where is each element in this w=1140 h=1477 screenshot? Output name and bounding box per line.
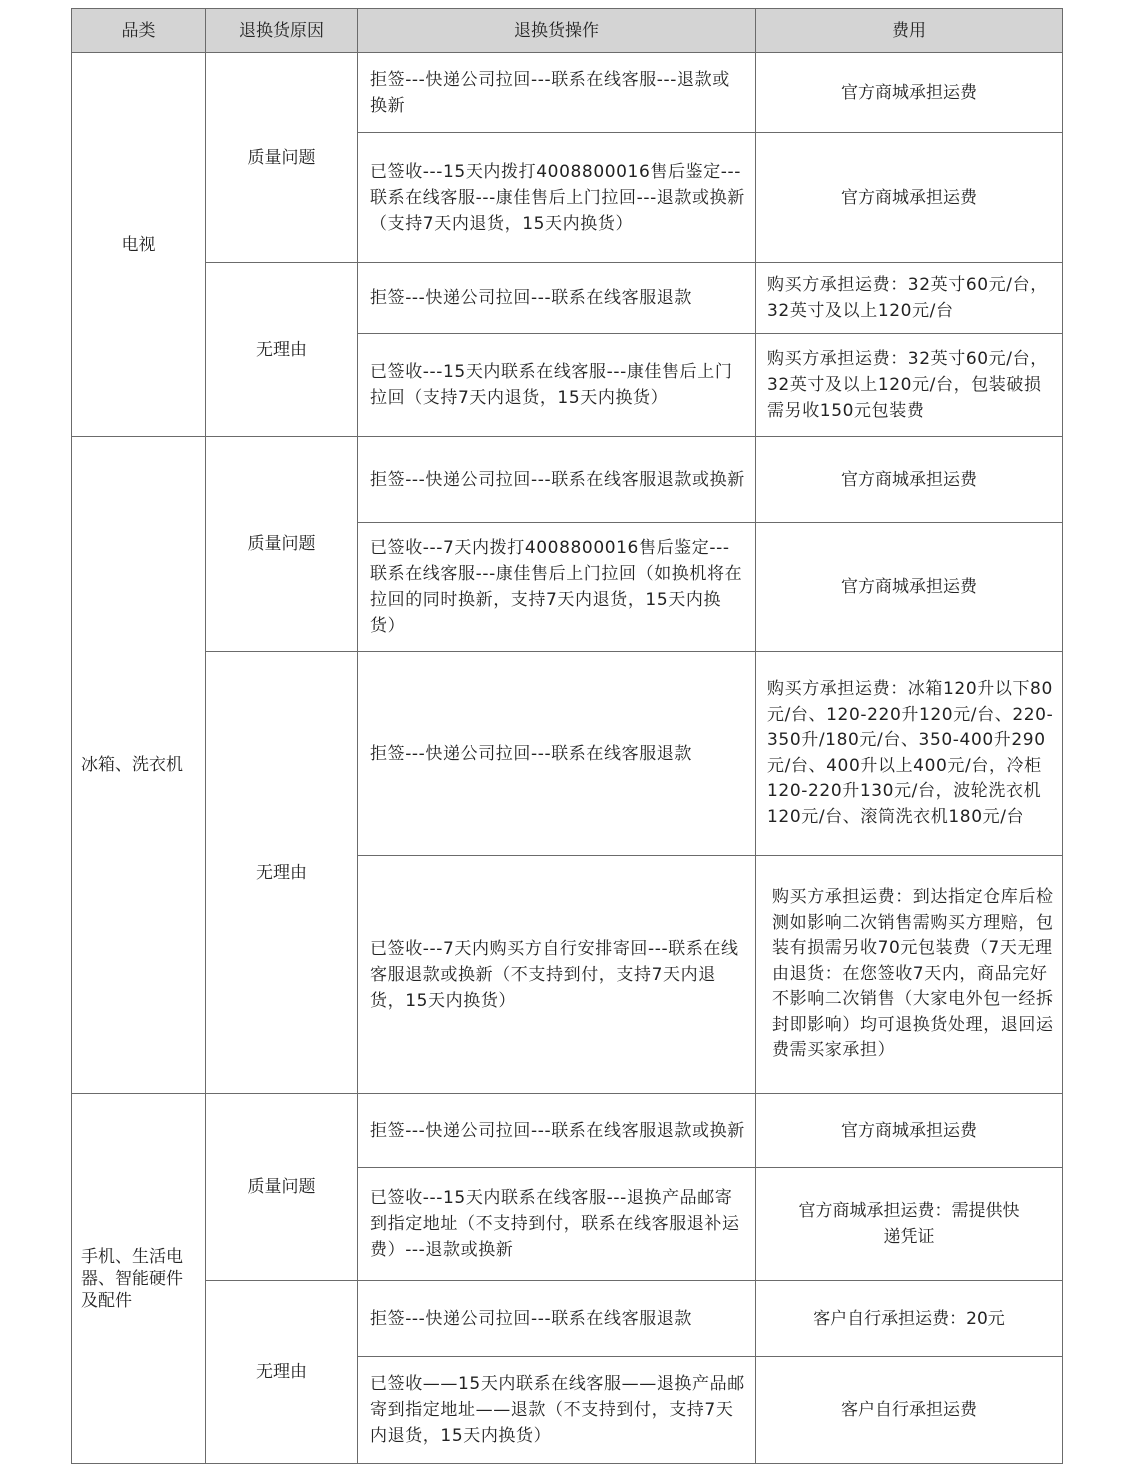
table-row [72, 437, 1063, 523]
header-fee: 费用 [756, 9, 1063, 53]
fee-cell: 客户自行承担运费 [756, 1357, 1063, 1464]
table-row [72, 1281, 1063, 1357]
reason-cell: 质量问题 [206, 1094, 358, 1281]
operation-cell: 已签收---7天内购买方自行安排寄回---联系在线客服退款或换新（不支持到付，支持7天内退货，15天内换货） [358, 856, 756, 1094]
operation-cell: 拒签---快递公司拉回---联系在线客服退款 [358, 1281, 756, 1357]
table-row [72, 652, 1063, 856]
fee-cell: 官方商城承担运费：需提供快递凭证 [756, 1168, 1063, 1281]
fee-cell: 客户自行承担运费：20元 [756, 1281, 1063, 1357]
fee-cell: 官方商城承担运费 [756, 53, 1063, 133]
table-header-row [72, 9, 1063, 53]
operation-cell: 拒签---快递公司拉回---联系在线客服退款 [358, 652, 756, 856]
operation-cell: 拒签---快递公司拉回---联系在线客服退款或换新 [358, 1094, 756, 1168]
operation-cell: 拒签---快递公司拉回---联系在线客服退款 [358, 263, 756, 334]
operation-cell: 拒签---快递公司拉回---联系在线客服退款或换新 [358, 437, 756, 523]
fee-cell: 官方商城承担运费 [756, 133, 1063, 263]
reason-cell: 无理由 [206, 1281, 358, 1464]
operation-cell: 拒签---快递公司拉回---联系在线客服---退款或换新 [358, 53, 756, 133]
category-cell: 手机、生活电器、智能硬件及配件 [72, 1094, 206, 1464]
reason-cell: 质量问题 [206, 437, 358, 652]
fee-cell: 购买方承担运费：到达指定仓库后检测如影响二次销售需购买方理赔，包装有损需另收70元包装费（7天无理由退货：在您签收7天内，商品完好不影响二次销售（大家电外包一经拆封即影响）均可退换货处理，退回运费需买家承担） [756, 856, 1063, 1094]
reason-cell: 质量问题 [206, 53, 358, 263]
header-category: 品类 [72, 9, 206, 53]
fee-cell: 购买方承担运费：32英寸60元/台，32英寸及以上120元/台，包装破损需另收150元包装费 [756, 334, 1063, 437]
fee-cell: 官方商城承担运费 [756, 523, 1063, 652]
fee-cell: 购买方承担运费：32英寸60元/台，32英寸及以上120元/台 [756, 263, 1063, 334]
reason-cell: 无理由 [206, 652, 358, 1094]
table-row [72, 1094, 1063, 1168]
return-policy-table [71, 8, 1063, 1464]
fee-cell: 购买方承担运费：冰箱120升以下80元/台、120-220升120元/台、220-350升/180元/台、350-400升290元/台、400升以上400元/台，冷柜120-220升130元/台，波轮洗衣机120元/台、滚筒洗衣机180元/台 [756, 652, 1063, 856]
category-cell: 电视 [72, 53, 206, 437]
fee-cell: 官方商城承担运费 [756, 1094, 1063, 1168]
reason-cell: 无理由 [206, 263, 358, 437]
operation-cell: 已签收---7天内拨打4008800016售后鉴定---联系在线客服---康佳售后上门拉回（如换机将在拉回的同时换新，支持7天内退货，15天内换货） [358, 523, 756, 652]
operation-cell: 已签收——15天内联系在线客服——退换产品邮寄到指定地址——退款（不支持到付，支持7天内退货，15天内换货） [358, 1357, 756, 1464]
operation-cell: 已签收---15天内联系在线客服---康佳售后上门拉回（支持7天内退货，15天内换货） [358, 334, 756, 437]
table-row [72, 53, 1063, 133]
header-reason: 退换货原因 [206, 9, 358, 53]
operation-cell: 已签收---15天内联系在线客服---退换产品邮寄到指定地址（不支持到付，联系在线客服退补运费）---退款或换新 [358, 1168, 756, 1281]
header-operation: 退换货操作 [358, 9, 756, 53]
table-row [72, 263, 1063, 334]
fee-cell: 官方商城承担运费 [756, 437, 1063, 523]
category-cell: 冰箱、洗衣机 [72, 437, 206, 1094]
operation-cell: 已签收---15天内拨打4008800016售后鉴定---联系在线客服---康佳售后上门拉回---退款或换新（支持7天内退货，15天内换货） [358, 133, 756, 263]
